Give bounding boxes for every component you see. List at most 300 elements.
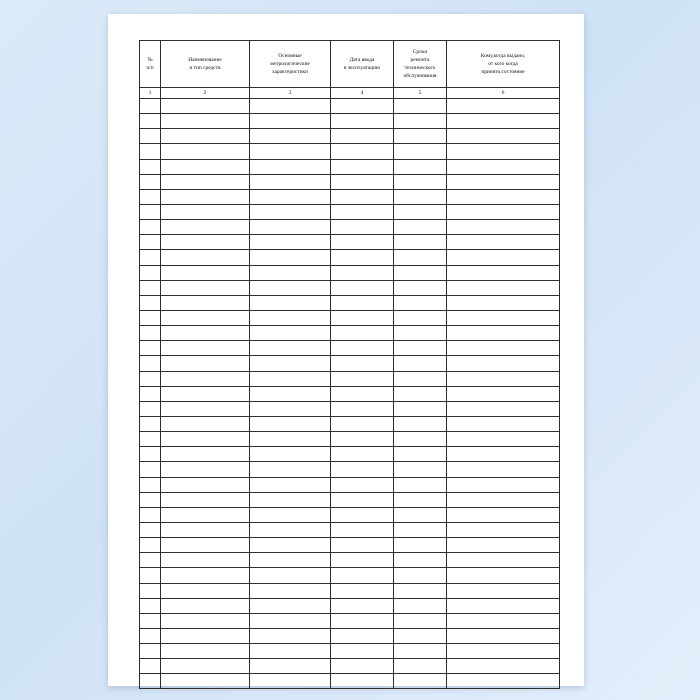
table-cell[interactable] xyxy=(447,159,560,174)
table-cell[interactable] xyxy=(250,204,331,219)
table-cell[interactable] xyxy=(161,356,250,371)
header-line: технического xyxy=(404,65,436,71)
table-cell[interactable] xyxy=(140,447,161,462)
table-cell[interactable] xyxy=(331,628,394,643)
table-cell[interactable] xyxy=(250,644,331,659)
table-cell[interactable] xyxy=(140,401,161,416)
column-number-cell: 6 xyxy=(447,88,560,99)
table-cell[interactable] xyxy=(161,280,250,295)
table-cell[interactable] xyxy=(250,583,331,598)
table-cell[interactable] xyxy=(140,189,161,204)
table-cell[interactable] xyxy=(161,674,250,689)
header-line: Дата ввода xyxy=(349,56,375,63)
table-cell[interactable] xyxy=(250,129,331,144)
table-cell[interactable] xyxy=(447,265,560,280)
table-cell[interactable] xyxy=(331,401,394,416)
column-number-cell: 5 xyxy=(394,88,447,99)
table-cell[interactable] xyxy=(140,99,161,114)
table-cell[interactable] xyxy=(140,507,161,522)
table-row[interactable] xyxy=(140,432,560,447)
table-cell[interactable] xyxy=(394,204,447,219)
table-cell[interactable] xyxy=(447,492,560,507)
column-number-cell: 2 xyxy=(161,88,250,99)
table-cell[interactable] xyxy=(394,462,447,477)
table-cell[interactable] xyxy=(140,583,161,598)
table-cell[interactable] xyxy=(447,401,560,416)
table-cell[interactable] xyxy=(250,598,331,613)
table-cell[interactable] xyxy=(394,220,447,235)
table-row[interactable] xyxy=(140,477,560,492)
table-cell[interactable] xyxy=(140,568,161,583)
table-row[interactable] xyxy=(140,265,560,280)
table-cell[interactable] xyxy=(447,174,560,189)
table-row[interactable] xyxy=(140,447,560,462)
table-cell[interactable] xyxy=(140,250,161,265)
table-cell[interactable] xyxy=(161,628,250,643)
table-cell[interactable] xyxy=(447,235,560,250)
table-cell[interactable] xyxy=(140,462,161,477)
table-cell[interactable] xyxy=(394,99,447,114)
table-cell[interactable] xyxy=(394,416,447,431)
table-cell[interactable] xyxy=(447,432,560,447)
table-cell[interactable] xyxy=(447,144,560,159)
table-cell[interactable] xyxy=(140,553,161,568)
table-row[interactable] xyxy=(140,568,560,583)
table-cell[interactable] xyxy=(447,613,560,628)
table-head xyxy=(140,41,560,88)
table-cell[interactable] xyxy=(331,159,394,174)
table-cell[interactable] xyxy=(394,477,447,492)
table-cell[interactable] xyxy=(331,583,394,598)
table-cell[interactable] xyxy=(447,295,560,310)
table-cell[interactable] xyxy=(447,477,560,492)
table-row[interactable] xyxy=(140,99,560,114)
table-cell[interactable] xyxy=(447,462,560,477)
table-cell[interactable] xyxy=(331,462,394,477)
table-cell[interactable] xyxy=(140,204,161,219)
table-row[interactable] xyxy=(140,416,560,431)
table-cell[interactable] xyxy=(140,341,161,356)
table-cell[interactable] xyxy=(331,129,394,144)
table-cell[interactable] xyxy=(394,280,447,295)
table-cell[interactable] xyxy=(250,189,331,204)
table-cell[interactable] xyxy=(394,356,447,371)
table-cell[interactable] xyxy=(394,326,447,341)
table-cell[interactable] xyxy=(140,295,161,310)
table-cell[interactable] xyxy=(394,598,447,613)
table-cell[interactable] xyxy=(161,583,250,598)
table-cell[interactable] xyxy=(250,462,331,477)
table-cell[interactable] xyxy=(447,280,560,295)
table-cell[interactable] xyxy=(161,174,250,189)
table-cell[interactable] xyxy=(447,99,560,114)
table-row[interactable] xyxy=(140,553,560,568)
table-cell[interactable] xyxy=(140,144,161,159)
table-row[interactable] xyxy=(140,462,560,477)
table-cell[interactable] xyxy=(140,280,161,295)
table-cell[interactable] xyxy=(250,507,331,522)
table-cell[interactable] xyxy=(447,522,560,537)
table-row[interactable] xyxy=(140,401,560,416)
table-cell[interactable] xyxy=(161,538,250,553)
table-cell[interactable] xyxy=(331,356,394,371)
table-cell[interactable] xyxy=(331,598,394,613)
table-cell[interactable] xyxy=(447,129,560,144)
table-row[interactable] xyxy=(140,659,560,674)
table-cell[interactable] xyxy=(331,659,394,674)
table-cell[interactable] xyxy=(447,553,560,568)
table-row[interactable] xyxy=(140,174,560,189)
table-cell[interactable] xyxy=(394,401,447,416)
table-cell[interactable] xyxy=(331,204,394,219)
table-row[interactable] xyxy=(140,235,560,250)
table-row[interactable] xyxy=(140,189,560,204)
table-cell[interactable] xyxy=(161,432,250,447)
table-cell[interactable] xyxy=(161,568,250,583)
table-cell[interactable] xyxy=(140,371,161,386)
table-cell[interactable] xyxy=(140,628,161,643)
table-cell[interactable] xyxy=(394,189,447,204)
header-line: и тип средств xyxy=(189,65,221,71)
table-cell[interactable] xyxy=(250,568,331,583)
table-cell[interactable] xyxy=(447,583,560,598)
table-cell[interactable] xyxy=(250,250,331,265)
table-cell[interactable] xyxy=(394,568,447,583)
table-cell[interactable] xyxy=(331,189,394,204)
table-cell[interactable] xyxy=(331,674,394,689)
column-number-cell: 3 xyxy=(250,88,331,99)
table-cell[interactable] xyxy=(161,507,250,522)
table-cell[interactable] xyxy=(394,492,447,507)
table-cell[interactable] xyxy=(331,295,394,310)
table-cell[interactable] xyxy=(140,659,161,674)
table-row[interactable] xyxy=(140,144,560,159)
table-cell[interactable] xyxy=(250,356,331,371)
table-cell[interactable] xyxy=(394,507,447,522)
table-cell[interactable] xyxy=(447,220,560,235)
table-cell[interactable] xyxy=(161,114,250,129)
column-header-maintenance-terms xyxy=(394,41,447,88)
table-cell[interactable] xyxy=(250,447,331,462)
table-cell[interactable] xyxy=(394,447,447,462)
table-row[interactable] xyxy=(140,129,560,144)
table-cell[interactable] xyxy=(250,295,331,310)
table-cell[interactable] xyxy=(140,386,161,401)
table-row[interactable] xyxy=(140,280,560,295)
table-cell[interactable] xyxy=(447,189,560,204)
table-cell[interactable] xyxy=(447,598,560,613)
table-cell[interactable] xyxy=(447,326,560,341)
table-cell[interactable] xyxy=(447,416,560,431)
table-cell[interactable] xyxy=(394,295,447,310)
table-cell[interactable] xyxy=(250,628,331,643)
table-cell[interactable] xyxy=(161,447,250,462)
table-cell[interactable] xyxy=(394,250,447,265)
table-row[interactable] xyxy=(140,326,560,341)
table-cell[interactable] xyxy=(161,386,250,401)
table-cell[interactable] xyxy=(447,204,560,219)
table-cell[interactable] xyxy=(250,280,331,295)
table-cell[interactable] xyxy=(250,341,331,356)
table-cell[interactable] xyxy=(140,310,161,325)
column-header-number xyxy=(140,41,161,88)
table-cell[interactable] xyxy=(331,432,394,447)
table-cell[interactable] xyxy=(394,553,447,568)
table-row[interactable] xyxy=(140,674,560,689)
table-cell[interactable] xyxy=(394,265,447,280)
table-cell[interactable] xyxy=(394,129,447,144)
table-cell[interactable] xyxy=(161,401,250,416)
table-cell[interactable] xyxy=(161,553,250,568)
table-cell[interactable] xyxy=(140,235,161,250)
table-row[interactable] xyxy=(140,507,560,522)
journal-table xyxy=(139,40,560,689)
table-cell[interactable] xyxy=(140,356,161,371)
table-cell[interactable] xyxy=(161,159,250,174)
column-number-cell: 1 xyxy=(140,88,161,99)
journal-table-container xyxy=(139,40,553,689)
table-cell[interactable] xyxy=(250,477,331,492)
table-cell[interactable] xyxy=(250,674,331,689)
table-cell[interactable] xyxy=(447,659,560,674)
table-cell[interactable] xyxy=(331,644,394,659)
table-cell[interactable] xyxy=(447,114,560,129)
header-line: Кому,когда выдано, xyxy=(480,52,526,59)
table-cell[interactable] xyxy=(331,341,394,356)
table-cell[interactable] xyxy=(394,628,447,643)
table-cell[interactable] xyxy=(331,507,394,522)
table-cell[interactable] xyxy=(394,613,447,628)
table-cell[interactable] xyxy=(394,235,447,250)
table-cell[interactable] xyxy=(250,492,331,507)
table-cell[interactable] xyxy=(161,295,250,310)
table-cell[interactable] xyxy=(140,492,161,507)
table-cell[interactable] xyxy=(331,99,394,114)
table-cell[interactable] xyxy=(140,114,161,129)
table-cell[interactable] xyxy=(331,144,394,159)
document-page xyxy=(108,14,584,686)
table-row[interactable] xyxy=(140,522,560,537)
table-cell[interactable] xyxy=(250,174,331,189)
table-cell[interactable] xyxy=(331,114,394,129)
table-cell[interactable] xyxy=(140,522,161,537)
table-cell[interactable] xyxy=(250,386,331,401)
table-row[interactable] xyxy=(140,538,560,553)
table-cell[interactable] xyxy=(250,613,331,628)
table-row[interactable] xyxy=(140,220,560,235)
table-cell[interactable] xyxy=(331,371,394,386)
table-row[interactable] xyxy=(140,583,560,598)
table-cell[interactable] xyxy=(331,522,394,537)
table-cell[interactable] xyxy=(161,326,250,341)
table-cell[interactable] xyxy=(140,598,161,613)
table-cell[interactable] xyxy=(331,447,394,462)
table-cell[interactable] xyxy=(161,189,250,204)
table-cell[interactable] xyxy=(394,310,447,325)
table-cell[interactable] xyxy=(250,522,331,537)
table-cell[interactable] xyxy=(250,659,331,674)
table-cell[interactable] xyxy=(394,341,447,356)
table-cell[interactable] xyxy=(394,522,447,537)
header-line: Сроки xyxy=(412,48,428,55)
column-header-name-type xyxy=(161,41,250,88)
table-cell[interactable] xyxy=(140,477,161,492)
table-cell[interactable] xyxy=(161,204,250,219)
table-row[interactable] xyxy=(140,628,560,643)
table-cell[interactable] xyxy=(250,265,331,280)
table-cell[interactable] xyxy=(331,310,394,325)
table-cell[interactable] xyxy=(161,220,250,235)
column-number-cell: 4 xyxy=(331,88,394,99)
table-cell[interactable] xyxy=(161,598,250,613)
table-cell[interactable] xyxy=(161,341,250,356)
table-cell[interactable] xyxy=(331,568,394,583)
header-line: п/п xyxy=(146,65,154,71)
table-row[interactable] xyxy=(140,386,560,401)
table-cell[interactable] xyxy=(394,386,447,401)
table-cell[interactable] xyxy=(250,371,331,386)
table-row[interactable] xyxy=(140,598,560,613)
table-row[interactable] xyxy=(140,356,560,371)
table-row[interactable] xyxy=(140,371,560,386)
table-cell[interactable] xyxy=(331,613,394,628)
table-cell[interactable] xyxy=(140,265,161,280)
table-cell[interactable] xyxy=(140,174,161,189)
table-cell[interactable] xyxy=(331,235,394,250)
table-cell[interactable] xyxy=(140,644,161,659)
table-row[interactable] xyxy=(140,613,560,628)
column-header-commissioning-date xyxy=(331,41,394,88)
table-cell[interactable] xyxy=(331,280,394,295)
table-cell[interactable] xyxy=(250,538,331,553)
table-cell[interactable] xyxy=(250,220,331,235)
table-cell[interactable] xyxy=(331,265,394,280)
table-cell[interactable] xyxy=(394,432,447,447)
table-cell[interactable] xyxy=(161,265,250,280)
table-row[interactable] xyxy=(140,310,560,325)
table-cell[interactable] xyxy=(447,447,560,462)
table-cell[interactable] xyxy=(161,144,250,159)
header-line: метрологические xyxy=(270,60,310,67)
table-cell[interactable] xyxy=(161,416,250,431)
table-cell[interactable] xyxy=(394,174,447,189)
table-cell[interactable] xyxy=(447,310,560,325)
table-cell[interactable] xyxy=(140,129,161,144)
table-cell[interactable] xyxy=(250,326,331,341)
table-cell[interactable] xyxy=(140,613,161,628)
table-cell[interactable] xyxy=(250,114,331,129)
table-cell[interactable] xyxy=(394,674,447,689)
table-row[interactable] xyxy=(140,644,560,659)
table-cell[interactable] xyxy=(331,553,394,568)
table-cell[interactable] xyxy=(140,538,161,553)
table-cell[interactable] xyxy=(447,356,560,371)
table-cell[interactable] xyxy=(161,99,250,114)
table-cell[interactable] xyxy=(140,674,161,689)
table-row[interactable] xyxy=(140,250,560,265)
table-cell[interactable] xyxy=(140,326,161,341)
table-cell[interactable] xyxy=(250,401,331,416)
table-cell[interactable] xyxy=(250,159,331,174)
table-cell[interactable] xyxy=(394,114,447,129)
table-cell[interactable] xyxy=(250,99,331,114)
table-cell[interactable] xyxy=(394,144,447,159)
column-number-row xyxy=(140,88,560,99)
table-cell[interactable] xyxy=(394,538,447,553)
table-cell[interactable] xyxy=(140,159,161,174)
table-cell[interactable] xyxy=(250,235,331,250)
table-cell[interactable] xyxy=(394,159,447,174)
table-cell[interactable] xyxy=(447,507,560,522)
table-cell[interactable] xyxy=(331,250,394,265)
table-row[interactable] xyxy=(140,492,560,507)
table-cell[interactable] xyxy=(140,416,161,431)
table-row[interactable] xyxy=(140,159,560,174)
table-cell[interactable] xyxy=(161,659,250,674)
table-cell[interactable] xyxy=(140,220,161,235)
table-cell[interactable] xyxy=(331,386,394,401)
table-row[interactable] xyxy=(140,341,560,356)
table-cell[interactable] xyxy=(161,371,250,386)
table-cell[interactable] xyxy=(140,432,161,447)
table-cell[interactable] xyxy=(447,644,560,659)
table-cell[interactable] xyxy=(447,250,560,265)
table-cell[interactable] xyxy=(331,538,394,553)
table-cell[interactable] xyxy=(161,462,250,477)
table-cell[interactable] xyxy=(394,659,447,674)
header-line: принято,состояние xyxy=(481,69,525,76)
table-cell[interactable] xyxy=(447,386,560,401)
table-row[interactable] xyxy=(140,114,560,129)
table-cell[interactable] xyxy=(331,174,394,189)
table-cell[interactable] xyxy=(331,326,394,341)
table-cell[interactable] xyxy=(394,371,447,386)
table-cell[interactable] xyxy=(250,310,331,325)
table-cell[interactable] xyxy=(447,628,560,643)
header-line: от кого когда xyxy=(488,60,518,67)
table-cell[interactable] xyxy=(250,144,331,159)
table-cell[interactable] xyxy=(161,644,250,659)
table-cell[interactable] xyxy=(331,477,394,492)
header-line: ремонта xyxy=(410,56,430,63)
table-cell[interactable] xyxy=(161,492,250,507)
table-cell[interactable] xyxy=(250,416,331,431)
table-row[interactable] xyxy=(140,295,560,310)
table-cell[interactable] xyxy=(161,522,250,537)
table-cell[interactable] xyxy=(331,492,394,507)
table-cell[interactable] xyxy=(447,341,560,356)
table-cell[interactable] xyxy=(394,583,447,598)
table-cell[interactable] xyxy=(161,310,250,325)
header-line: № xyxy=(147,56,153,63)
table-cell[interactable] xyxy=(331,416,394,431)
table-cell[interactable] xyxy=(447,674,560,689)
table-cell[interactable] xyxy=(250,432,331,447)
header-line: Наименование xyxy=(188,56,222,63)
table-cell[interactable] xyxy=(447,568,560,583)
table-row[interactable] xyxy=(140,204,560,219)
table-cell[interactable] xyxy=(161,235,250,250)
table-cell[interactable] xyxy=(331,220,394,235)
table-cell[interactable] xyxy=(161,250,250,265)
table-cell[interactable] xyxy=(447,538,560,553)
table-cell[interactable] xyxy=(161,613,250,628)
table-cell[interactable] xyxy=(161,477,250,492)
table-cell[interactable] xyxy=(250,553,331,568)
table-cell[interactable] xyxy=(447,371,560,386)
table-cell[interactable] xyxy=(161,129,250,144)
table-cell[interactable] xyxy=(394,644,447,659)
